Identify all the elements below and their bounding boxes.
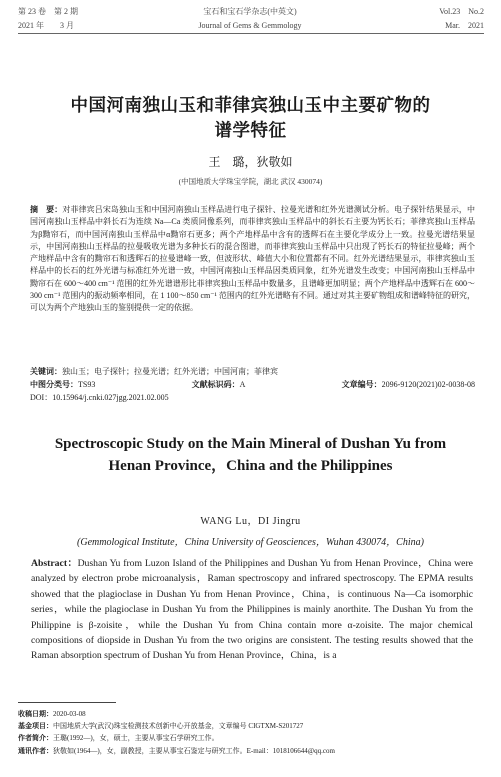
footnote-author-bio: [18, 732, 488, 744]
affiliation-en: (Gemmological Institute，China University of Geosciences，Wuhan 430074，China): [77, 537, 424, 548]
journal-name-en: Journal of Gems & Gemmology: [198, 21, 302, 30]
article-no-value: 2096-9120(2021)02-0038-08: [381, 380, 475, 389]
header-left: [18, 7, 138, 31]
article-number: [342, 379, 475, 391]
classification-row: [30, 379, 475, 391]
header-right: [380, 7, 484, 31]
footnote-label: 作者简介：: [18, 734, 53, 743]
article-no-label: 文章编号：: [341, 380, 382, 389]
abstract-zh: [30, 204, 475, 315]
authors-en: WANG Lu，DI Jingru: [200, 516, 301, 527]
abstract-en-label: Abstract：: [31, 558, 78, 569]
date-en: Mar. 2021: [445, 21, 484, 30]
volume-issue-zh: 第 23 卷 第 2 期: [18, 7, 78, 16]
affiliation-zh: (中国地质大学珠宝学院，湖北 武汉 430074): [178, 177, 323, 186]
abstract-zh-text: 对菲律宾吕宋岛独山玉和中国河南独山玉样品进行电子探针、拉曼光谱和红外光谱测试分析。电子探针结果显示，中国河南独山玉样品中斜长石为连续 Na—Ca 类质同像系列，而菲律宾独山玉样品中的斜长石主要为钙长石；菲律宾独山玉样品为β黝帘石，而中国河南独山玉样品中α黝帘石更多；两个产地样品中含有的透辉石在主要化学成分上一致。拉曼光谱结果显示，中国河南独山玉样品的拉曼吸收光谱为多种长石的混合图谱，而菲律宾独山玉样品中只出现了钙长石的特征拉曼峰；两个产地样品中含有的黝帘石和透辉石的拉曼谱峰一致，但波形状、峰值大小和位置都有不同。红外光谱结果显示，菲律宾独山玉样品中的长石的红外光谱与标准红外光谱一致，中国河南独山玉样品因类质同象，红外光谱发生改变；中国河南独山玉样品中黝帘石在 600～400 cm⁻¹ 范围的红外光谱谱形比菲律宾独山玉样品中数量多，且谱峰更加明显；两个产地样品中透辉石在 600～300 cm⁻¹ 范围内的振动频率相同，在 1 100～850 cm⁻¹ 范围内的红外光谱略有不同。通过对其主要矿物组成和谱峰特征的研究，可以为两个产地独山玉的鉴别提供一定的依据。: [30, 205, 475, 313]
volume-issue-en: Vol.23 No.2: [439, 7, 484, 16]
footnote-received: [18, 708, 488, 720]
clc-code: [30, 379, 95, 391]
header-rule: [18, 33, 484, 34]
doc-code-label: 文献标识码：: [191, 380, 240, 389]
doi: DOI：10.15964/j.cnki.027jgg.2021.02.005: [30, 393, 169, 402]
title-en: [20, 433, 481, 477]
footnote-corresponding: [18, 745, 488, 757]
title-en-line2: Henan Province，China and the Philippines: [108, 458, 393, 474]
footnote-label: 收稿日期：: [18, 710, 53, 718]
footnote-text: 中国地质大学(武汉)珠宝检测技术创新中心开放基金，文章编号 CIGTXM-S201727: [53, 722, 304, 731]
abstract-en-text: Dushan Yu from Luzon Island of the Philippines and Dushan Yu from Henan Province，China were analyzed by electron probe microanalysis，Raman spectroscopy and infrared spectroscopy. The EPMA results showed that the plagioclase in Dushan Yu from Henan Province，China，is continuous Na—Ca isomorphic series，while the plagioclase in Dushan Yu from the Philippines is mainly anorthite. The Dushan Yu from the Philippine is β-zoisite，while the Dushan Yu from China contain more α-zoisite. The major chemical compositions of diopside in Dushan Yu from the two origins are consistent. The testing results showed that the Raman absorption spectrum of Dushan Yu from Henan Province，China，is a: [31, 558, 473, 662]
title-en-line1: Spectroscopic Study on the Main Mineral of Dushan Yu from: [54, 436, 447, 452]
footnote-text: 狄敬如(1964—)，女，副教授，主要从事宝石鉴定与研究工作。E-mail：1018106644@qq.com: [53, 746, 335, 755]
keywords-zh-label: 关键词：: [30, 367, 62, 376]
clc-label: 中图分类号：: [30, 380, 78, 389]
journal-name-zh: 宝石和宝石学杂志(中英文): [203, 7, 297, 16]
header-center: [150, 7, 350, 31]
abstract-en: [31, 556, 473, 664]
title-zh: [20, 94, 481, 144]
doc-code-value: A: [239, 380, 246, 389]
date-zh: 2021 年 3 月: [18, 21, 74, 30]
keywords-zh-text: 独山玉；电子探针；拉曼光谱；红外光谱；中国河南；菲律宾: [62, 367, 278, 376]
footnote-text: 2020-03-08: [53, 710, 86, 718]
footnote-label: 基金项目：: [18, 722, 53, 731]
footnote-label: 通讯作者：: [18, 746, 53, 755]
title-zh-line1: 中国河南独山玉和菲律宾独山玉中主要矿物的: [70, 96, 431, 116]
footnote-text: 王璐(1992—)，女，硕士，主要从事宝石学研究工作。: [53, 734, 219, 743]
title-zh-line2: 谱学特征: [214, 121, 287, 141]
keywords-zh: [30, 366, 475, 378]
abstract-zh-label: 摘 要：: [30, 205, 63, 214]
document-code: [192, 379, 246, 391]
footnote-rule: [18, 702, 116, 703]
authors-zh: 王 璐，狄敬如: [208, 155, 293, 169]
clc-value: TS93: [78, 380, 96, 389]
footnotes: [18, 708, 488, 757]
footnote-funding: [18, 720, 488, 732]
